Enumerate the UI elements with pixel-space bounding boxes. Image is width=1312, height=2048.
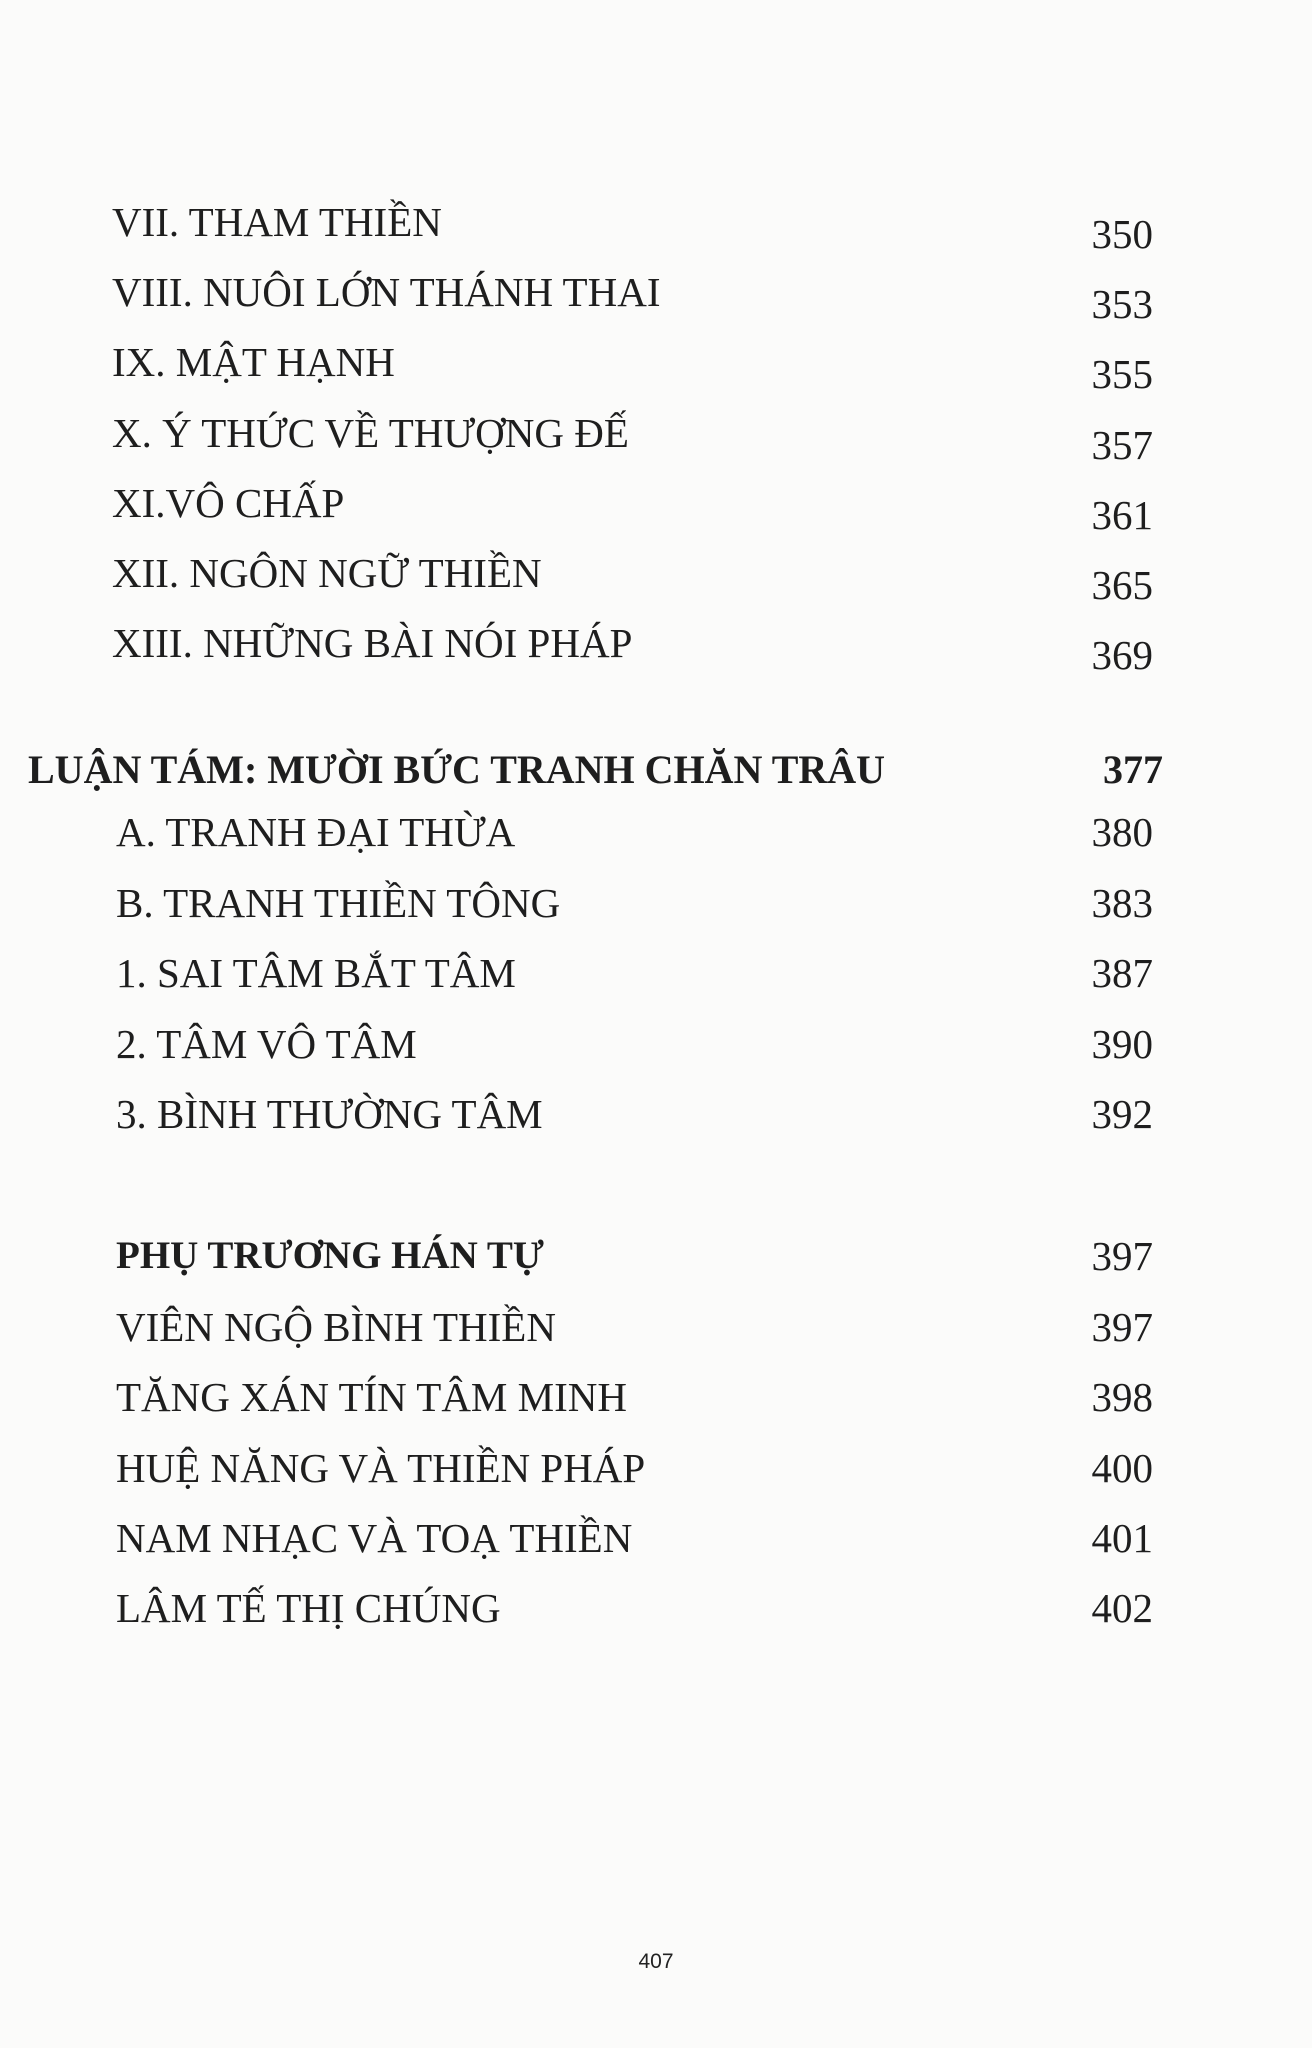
toc-chapter-title: LUẬN TÁM: MƯỜI BỨC TRANH CHĂN TRÂU xyxy=(28,747,886,792)
toc-entry-page: 397 xyxy=(1091,1304,1153,1350)
toc-entry[interactable] xyxy=(112,543,1153,608)
toc-entry-page: 400 xyxy=(1091,1445,1153,1491)
toc-entry-page: 402 xyxy=(1091,1585,1153,1631)
toc-entry-page: 361 xyxy=(1091,492,1153,538)
toc-entry[interactable] xyxy=(116,1508,1153,1568)
toc-entry[interactable] xyxy=(116,802,1153,862)
toc-entry-page: 401 xyxy=(1091,1515,1153,1561)
toc-entry-title: A. TRANH ĐẠI THỪA xyxy=(116,809,516,855)
toc-entry-page: 369 xyxy=(1091,632,1153,678)
toc-section-page: 397 xyxy=(1091,1233,1153,1279)
toc-chapter-page: 377 xyxy=(1103,747,1163,792)
toc-entry[interactable] xyxy=(116,1438,1153,1498)
toc-entry-page: 387 xyxy=(1091,950,1153,996)
toc-entry-page: 383 xyxy=(1091,880,1153,926)
toc-entry-title: 2. TÂM VÔ TÂM xyxy=(116,1021,417,1067)
toc-entry-title: VIII. NUÔI LỚN THÁNH THAI xyxy=(112,269,661,315)
toc-entry[interactable] xyxy=(116,1084,1153,1144)
toc-section-title: PHỤ TRƯƠNG HÁN TỰ xyxy=(116,1234,544,1277)
toc-entry[interactable] xyxy=(112,332,1153,397)
toc-entry-title: IX. MẬT HẠNH xyxy=(112,339,395,385)
toc-entry-title: VII. THAM THIỀN xyxy=(112,199,442,245)
toc-entry-title: TĂNG XÁN TÍN TÂM MINH xyxy=(116,1374,627,1420)
toc-entry[interactable] xyxy=(112,473,1153,538)
toc-entry-page: 398 xyxy=(1091,1374,1153,1420)
toc-entry-page: 353 xyxy=(1091,281,1153,327)
toc-section-heading[interactable] xyxy=(116,1226,1153,1286)
toc-chapter-heading[interactable] xyxy=(28,740,1163,800)
toc-entry-page: 365 xyxy=(1091,562,1153,608)
toc-entry-title: X. Ý THỨC VỀ THƯỢNG ĐẾ xyxy=(112,410,629,456)
toc-entry-page: 390 xyxy=(1091,1021,1153,1067)
toc-entry-page: 392 xyxy=(1091,1091,1153,1137)
toc-entry[interactable] xyxy=(116,1578,1153,1638)
toc-entry[interactable] xyxy=(112,262,1153,327)
toc-entry-title: XII. NGÔN NGỮ THIỀN xyxy=(112,550,542,596)
toc-entry-page: 357 xyxy=(1091,422,1153,468)
toc-entry[interactable] xyxy=(116,1297,1153,1357)
toc-entry-title: 3. BÌNH THƯỜNG TÂM xyxy=(116,1091,543,1137)
toc-entry[interactable] xyxy=(112,192,1153,257)
toc-entry[interactable] xyxy=(112,403,1153,468)
toc-entry-page: 350 xyxy=(1091,211,1153,257)
toc-entry-title: 1. SAI TÂM BẮT TÂM xyxy=(116,950,516,996)
toc-entry-title: VIÊN NGỘ BÌNH THIỀN xyxy=(116,1304,556,1350)
toc-entry-page: 355 xyxy=(1091,351,1153,397)
toc-entry-title: XIII. NHỮNG BÀI NÓI PHÁP xyxy=(112,620,633,666)
page-number: 407 xyxy=(638,1950,674,1973)
toc-entry-title: NAM NHẠC VÀ TOẠ THIỀN xyxy=(116,1515,633,1561)
toc-entry-title: XI.VÔ CHẤP xyxy=(112,480,345,526)
toc-entry[interactable] xyxy=(112,613,1153,678)
toc-entry[interactable] xyxy=(116,943,1153,1003)
toc-entry[interactable] xyxy=(116,1014,1153,1074)
toc-entry-title: LÂM TẾ THỊ CHÚNG xyxy=(116,1585,501,1631)
toc-entry[interactable] xyxy=(116,873,1153,933)
toc-entry-title: HUỆ NĂNG VÀ THIỀN PHÁP xyxy=(116,1445,646,1491)
toc-entry-page: 380 xyxy=(1091,809,1153,855)
toc-entry-title: B. TRANH THIỀN TÔNG xyxy=(116,880,561,926)
toc-entry[interactable] xyxy=(116,1367,1153,1427)
